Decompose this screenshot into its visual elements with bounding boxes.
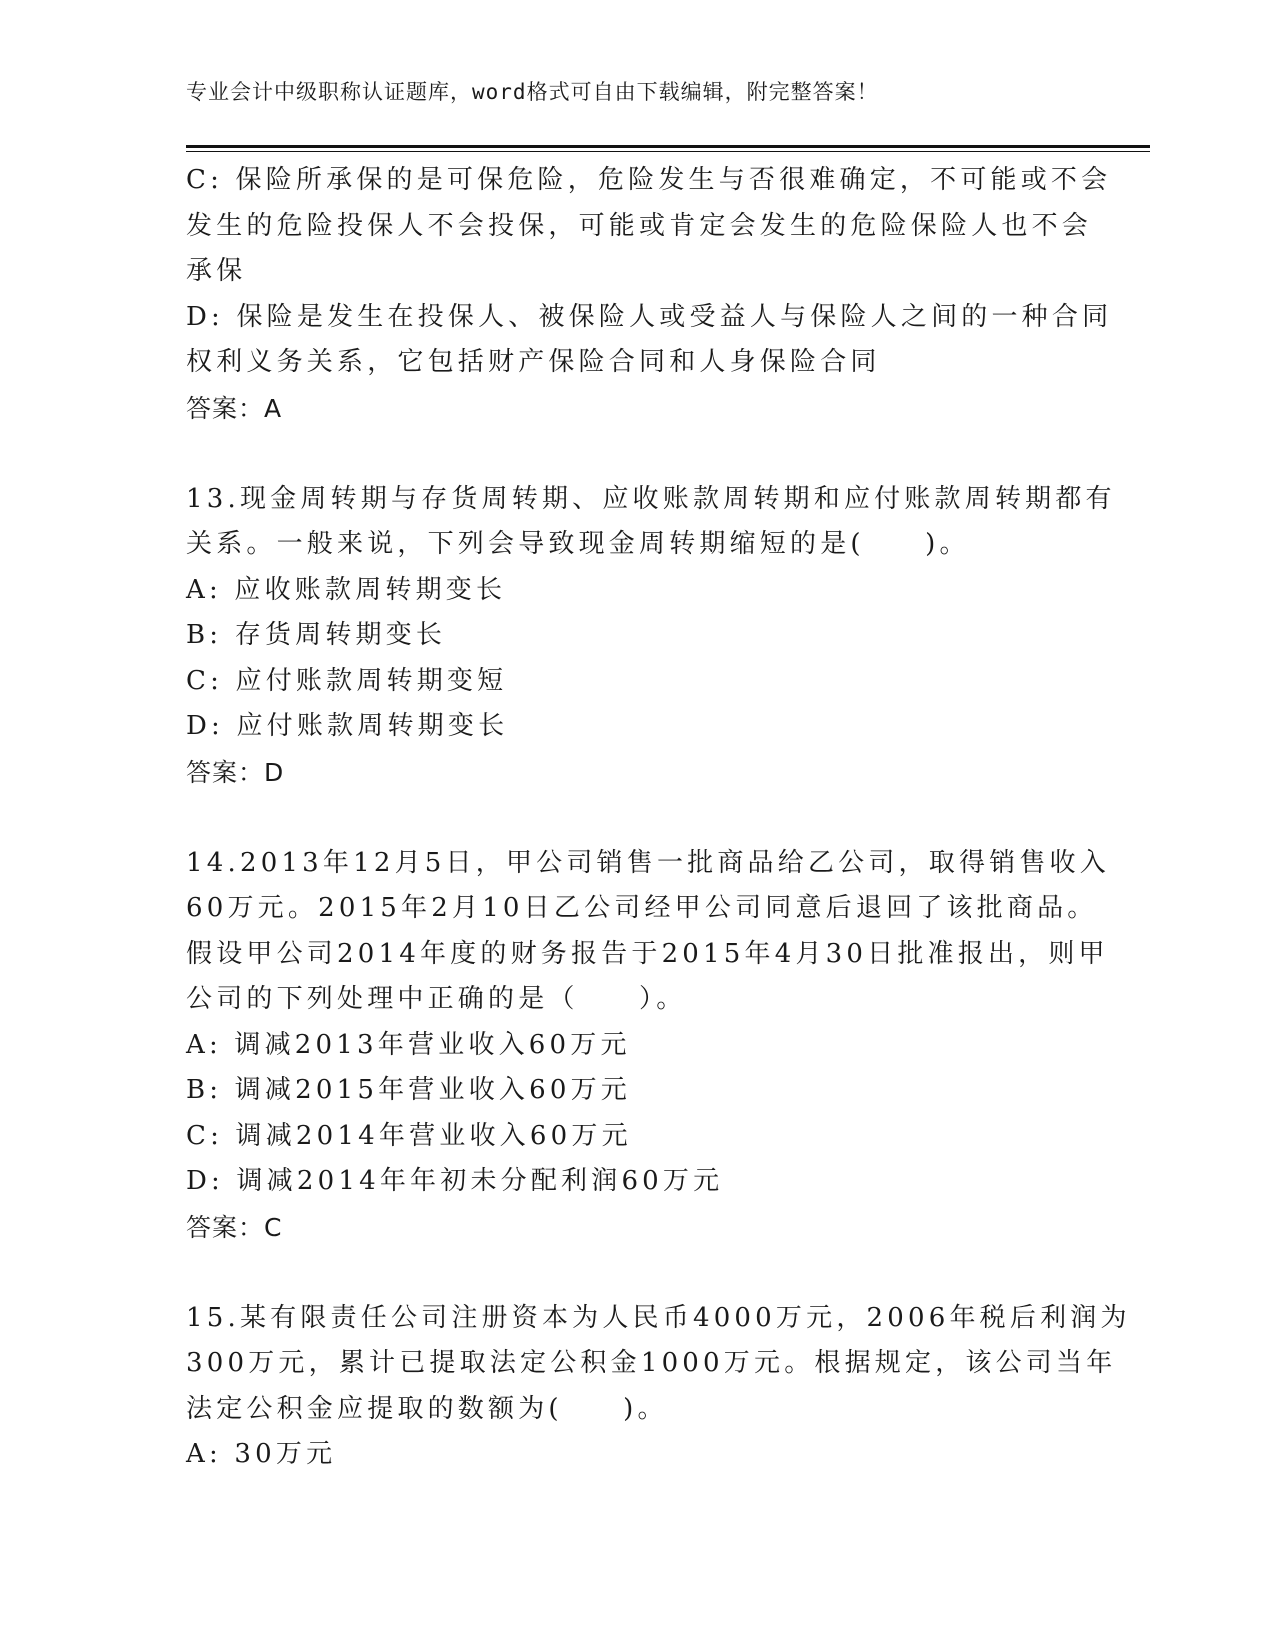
spacer [186, 431, 1086, 477]
q15-stem-line-2: 300万元，累计已提取法定公积金1000万元。根据规定，该公司当年 [186, 1348, 1117, 1378]
q13-option-c: C: 应付账款周转期变短 [186, 665, 508, 696]
q14-option-b: B: 调减2015年营业收入60万元 [186, 1075, 631, 1105]
q12-option-c-line-1: C: 保险所承保的是可保危险，危险发生与否很难确定，不可能或不会 [186, 165, 1112, 195]
q13-answer: 答案：D [186, 757, 285, 787]
q14-stem-line-4: 公司的下列处理中正确的是（ ）。 [186, 984, 687, 1014]
question-12-tail [186, 158, 1113, 431]
q13-option-d: D: 应付账款周转期变长 [186, 711, 509, 741]
question-15 [186, 1296, 1131, 1478]
q15-stem-line-3: 法定公积金应提取的数额为( )。 [186, 1393, 668, 1424]
question-13 [186, 477, 1116, 796]
spacer [186, 795, 1086, 841]
q12-answer: 答案：A [186, 393, 283, 423]
q13-stem-line-2: 关系。一般来说，下列会导致现金周转期缩短的是( )。 [186, 529, 970, 559]
q13-option-a: A: 应收账款周转期变长 [186, 574, 507, 605]
q12-option-d-line-2: 权利义务关系，它包括财产保险合同和人身保险合同 [186, 347, 881, 377]
q12-option-c-line-3: 承保 [186, 256, 247, 286]
q14-option-c: C: 调减2014年营业收入60万元 [186, 1120, 632, 1151]
q14-stem-line-3: 假设甲公司2014年度的财务报告于2015年4月30日批准报出，则甲 [186, 938, 1109, 969]
q14-stem-line-1: 14.2013年12月5日，甲公司销售一批商品给乙公司，取得销售收入 [186, 847, 1110, 878]
q12-option-d-line-1: D: 保险是发生在投保人、被保险人或受益人与保险人之间的一种合同 [186, 301, 1113, 332]
spacer [186, 1250, 1086, 1296]
q13-stem-line-1: 13.现金周转期与存货周转期、应收账款周转期和应付账款周转期都有 [186, 483, 1116, 514]
q14-option-d: D: 调减2014年年初未分配利润60万元 [186, 1166, 724, 1196]
q14-stem-line-2: 60万元。2015年2月10日乙公司经甲公司同意后退回了该批商品。 [186, 893, 1098, 923]
question-content [186, 158, 1131, 1478]
q15-stem-line-1: 15.某有限责任公司注册资本为人民币4000万元，2006年税后利润为 [186, 1302, 1131, 1333]
page-header: 专业会计中级职称认证题库，word格式可自由下载编辑，附完整答案！ [186, 80, 879, 104]
header-divider-thick [186, 145, 1150, 148]
q15-option-a: A: 30万元 [186, 1439, 337, 1469]
q14-option-a: A: 调减2013年营业收入60万元 [186, 1029, 631, 1060]
header-divider-thin [186, 151, 1150, 152]
q13-option-b: B: 存货周转期变长 [186, 620, 447, 650]
q14-answer: 答案：C [186, 1212, 283, 1242]
question-14 [186, 841, 1110, 1251]
q12-option-c-line-2: 发生的危险投保人不会投保，可能或肯定会发生的危险保险人也不会 [186, 210, 1093, 241]
